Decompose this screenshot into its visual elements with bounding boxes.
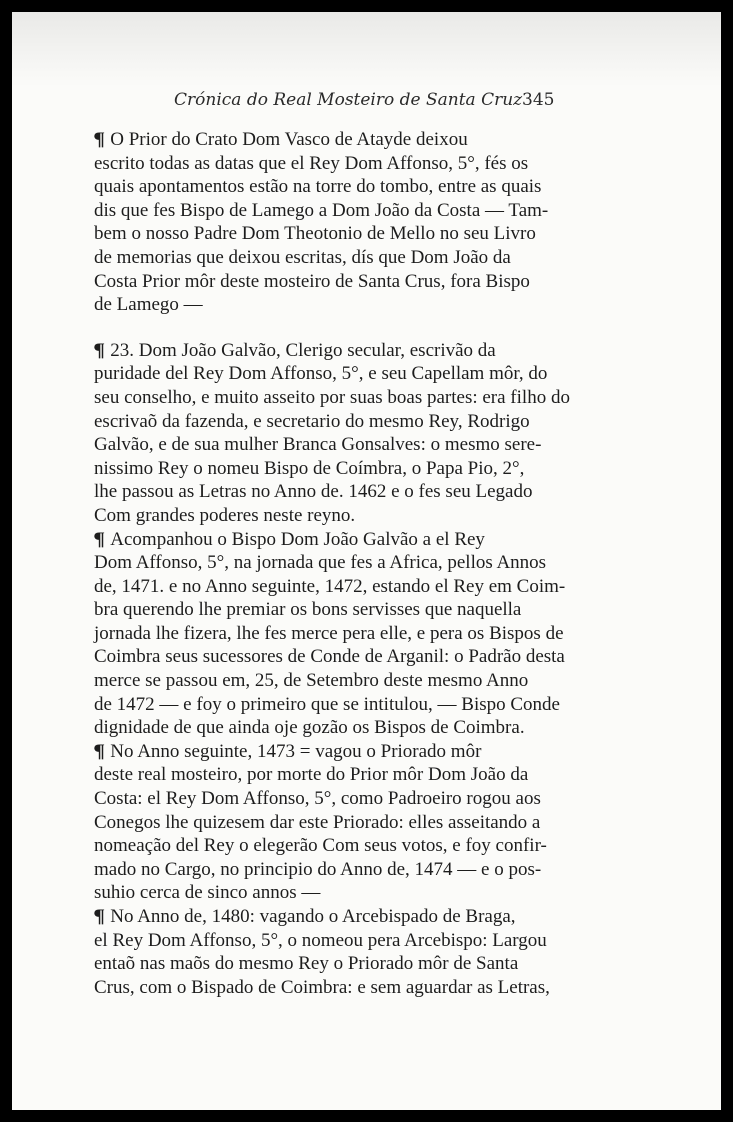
text-line: nissimo Rey o nomeu Bispo de Coímbra, o Papa Pio, 2°, (94, 457, 525, 479)
pilcrow-icon: ¶ (93, 740, 106, 762)
text-line: bra querendo lhe premiar os bons servisses que naquella (94, 599, 522, 621)
text-line: suhio cerca de sinco annos — (94, 882, 321, 904)
text-line: O Prior do Crato Dom Vasco de Atayde deixou (110, 129, 468, 150)
text-line: dignidade de que ainda oje gozão os Bispos de Coimbra. (94, 717, 525, 739)
text-line: 23. Dom João Galvão, Clerigo secular, escrivão da (110, 339, 496, 361)
text-line: el Rey Dom Affonso, 5°, o nomeou pera Arcebispo: Largou (94, 929, 547, 951)
text-line: lhe passou as Letras no Anno de. 1462 e o fes seu Legado (94, 481, 533, 503)
text-line: puridade del Rey Dom Affonso, 5°, e seu Capellam môr, do (94, 363, 548, 385)
text-line: No Anno seguinte, 1473 = vagou o Priorado môr (110, 740, 482, 762)
text-line: dis que fes Bispo de Lamego a Dom João da Costa — Tam- (94, 199, 549, 221)
text-line: merce se passou em, 25, de Setembro deste mesmo Anno (94, 670, 529, 692)
text-line: de memorias que deixou escritas, dís que Dom João da (94, 246, 511, 268)
text-line: Coimbra seus sucessores de Conde de Arganil: o Padrão desta (94, 646, 565, 668)
text-line: Dom Affonso, 5°, na jornada que fes a Africa, pellos Annos (94, 552, 547, 574)
text-line: de Lamego — (94, 294, 203, 316)
body-text (94, 128, 572, 999)
text-line: deste real mosteiro, por morte do Prior môr Dom João da (94, 764, 529, 786)
page-number: 345 (522, 90, 555, 110)
pilcrow-icon: ¶ (93, 129, 106, 150)
text-line: de, 1471. e no Anno seguinte, 1472, estando el Rey em Coim- (94, 575, 566, 597)
page-header (12, 90, 721, 120)
text-line: quais apontamentos estão na torre do tombo, entre as quais (94, 176, 542, 198)
text-line: No Anno de, 1480: vagando o Arcebispado de Braga, (110, 906, 516, 927)
text-line: jornada lhe fizera, lhe fes merce pera elle, e pera os Bispos de (94, 622, 564, 644)
text-line: nomeação del Rey o elegerão Com seus votos, e foy confir- (94, 835, 547, 857)
running-head: Crónica do Real Mosteiro de Santa Cruz (174, 90, 523, 110)
pilcrow-icon: ¶ (93, 906, 106, 927)
paragraph-2 (94, 339, 572, 528)
paragraph-5 (94, 905, 572, 999)
paragraph-3 (94, 528, 572, 740)
text-line: bem o nosso Padre Dom Theotonio de Mello no seu Livro (94, 223, 536, 245)
text-line: Crus, com o Bispado de Coimbra: e sem aguardar as Letras, (94, 976, 550, 998)
paragraph-4 (94, 740, 572, 905)
text-line: Galvão, e de sua mulher Branca Gonsalves: o mesmo sere- (94, 434, 542, 456)
scan-shading (12, 12, 721, 87)
text-line: Costa Prior môr deste mosteiro de Santa Crus, fora Bispo (94, 270, 530, 292)
text-line: escrivaõ da fazenda, e secretario do mesmo Rey, Rodrigo (94, 410, 530, 432)
text-line: mado no Cargo, no principio do Anno de, 1474 — e o pos- (94, 858, 542, 880)
text-line: Com grandes poderes neste reyno. (94, 504, 356, 526)
text-line: Costa: el Rey Dom Affonso, 5°, como Padroeiro rogou aos (94, 788, 541, 810)
text-line: de 1472 — e foy o primeiro que se intitulou, — Bispo Conde (94, 693, 560, 715)
text-line: Acompanhou o Bispo Dom João Galvão a el Rey (110, 528, 485, 550)
text-line: entaõ nas maõs do mesmo Rey o Priorado môr de Santa (94, 953, 519, 975)
text-line: escrito todas as datas que el Rey Dom Affonso, 5°, fés os (94, 152, 529, 174)
pilcrow-icon: ¶ (93, 339, 106, 361)
paragraph-1 (94, 128, 572, 317)
text-line: seu conselho, e muito asseito por suas boas partes: era filho do (94, 386, 570, 408)
pilcrow-icon: ¶ (93, 528, 106, 550)
document-page (12, 12, 721, 1110)
text-line: Conegos lhe quizesem dar este Priorado: elles asseitando a (94, 811, 541, 833)
